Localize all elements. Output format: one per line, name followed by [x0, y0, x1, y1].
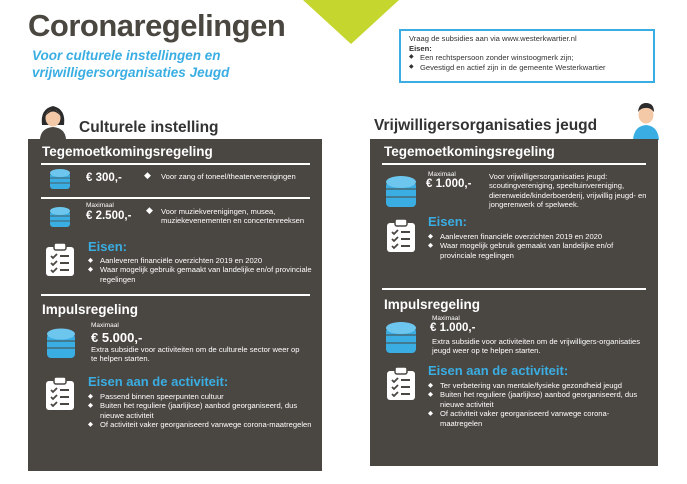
- right-eisen-heading: Eisen:: [428, 214, 468, 229]
- right-impuls-text: Extra subsidie voor activiteiten om de vrijwilligers-organisaties jeugd weer op te helpen starten.: [432, 337, 641, 356]
- separator: [382, 163, 646, 165]
- diamond-bullet-icon: ◆: [144, 170, 151, 180]
- info-req-label: Eisen:: [409, 43, 432, 53]
- list-item: ◆ Aanleveren financiële overzichten 2019 en 2020: [88, 256, 313, 265]
- info-item: ◆ Gevestigd en actief zijn in de gemeente Westerkwartier: [409, 63, 645, 73]
- coins-icon: [384, 317, 418, 355]
- left-impuls-heading: Impulsregeling: [42, 302, 139, 317]
- list-item: ◆ Passend binnen speerpunten cultuur: [88, 392, 313, 401]
- separator: [41, 294, 310, 296]
- right-eisen-list: [428, 232, 648, 260]
- coins-icon: [48, 203, 72, 229]
- diamond-bullet-icon: ◆: [146, 205, 153, 215]
- right-amount-text: Voor vrijwilligersorganisaties jeugd: scoutingvereniging, speeltuinvereniging, dierenweide/kinderboerderij, vrijwillig jeugd- en jongerenwerk of spelweek.: [489, 172, 647, 210]
- list-item: ◆ Waar mogelijk gebruik gemaakt van landelijke en/of provinciale regelingen: [88, 265, 313, 284]
- left-amount1: € 300,-: [86, 172, 122, 184]
- separator: [41, 163, 310, 165]
- left-impuls-text: Extra subsidie voor activiteiten om de culturele sector weer op te helpen starten.: [91, 345, 300, 364]
- separator: [382, 288, 646, 290]
- info-box: [399, 29, 655, 83]
- right-impuls-max: Maximaal: [432, 315, 460, 322]
- page-title: Coronaregelingen: [28, 8, 286, 43]
- left-impuls-amount: € 5.000,-: [91, 330, 143, 345]
- clipboard-checklist-icon: [386, 367, 416, 401]
- woman-avatar-icon: [39, 103, 67, 139]
- left-act-eisen-heading: Eisen aan de activiteit:: [88, 374, 229, 389]
- decorative-triangle: [303, 0, 399, 44]
- list-item: ◆ Waar mogelijk gebruik gemaakt van landelijke en/of provinciale regelingen: [428, 241, 648, 260]
- right-tegemoet-heading: Tegemoetkomingsregeling: [384, 144, 555, 159]
- left-amount2-text: Voor muziekverenigingen, musea, muziekevenementen en concertenreeksen: [161, 207, 305, 226]
- left-amount2: € 2.500,-: [86, 210, 132, 222]
- right-max-label: Maximaal: [428, 171, 456, 178]
- left-max-label: Maximaal: [86, 202, 114, 209]
- right-impuls-heading: Impulsregeling: [384, 297, 481, 312]
- right-panel: [370, 139, 658, 466]
- left-heading: Culturele instelling: [79, 119, 219, 136]
- right-act-eisen-heading: Eisen aan de activiteit:: [428, 363, 569, 378]
- left-eisen-heading: Eisen:: [88, 239, 128, 254]
- coins-icon: [45, 324, 77, 360]
- right-amount: € 1.000,-: [426, 178, 472, 190]
- right-impuls-amount: € 1.000,-: [430, 322, 476, 334]
- list-item: ◆ Buiten het reguliere (jaarlijkse) aanbod georganiseerd, dus nieuwe activiteit: [88, 401, 313, 420]
- coins-icon: [48, 165, 72, 191]
- man-avatar-icon: [632, 100, 660, 140]
- list-item: ◆ Aanleveren financiële overzichten 2019 en 2020: [428, 232, 648, 241]
- left-panel: [28, 139, 322, 471]
- list-item: ◆ Of activiteit vaker georganiseerd vanwege corona-maatregelen: [428, 409, 650, 428]
- list-item: ◆ Of activiteit vaker georganiseerd vanwege corona-maatregelen: [88, 420, 313, 429]
- left-amount1-text: Voor zang of toneel/theaterverenigingen: [161, 172, 296, 181]
- clipboard-checklist-icon: [45, 243, 75, 277]
- clipboard-checklist-icon: [386, 219, 416, 253]
- left-act-list: [88, 392, 313, 430]
- right-act-list: [428, 381, 650, 428]
- left-tegemoet-heading: Tegemoetkomingsregeling: [42, 144, 213, 159]
- list-item: ◆ Buiten het reguliere (jaarlijkse) aanbod georganiseerd, dus nieuwe activiteit: [428, 390, 650, 409]
- page-subtitle: Voor culturele instellingen en vrijwilligersorganisaties Jeugd: [32, 48, 230, 80]
- info-intro: Vraag de subsidies aan via www.westerkwartier.nl: [409, 34, 577, 43]
- right-heading: Vrijwilligersorganisaties jeugd: [374, 117, 598, 134]
- left-eisen-list: [88, 256, 313, 284]
- coins-icon: [384, 171, 418, 209]
- info-item: ◆ Een rechtspersoon zonder winstoogmerk zijn;: [409, 53, 645, 63]
- separator: [41, 197, 310, 199]
- left-impuls-max: Maximaal: [91, 322, 119, 329]
- clipboard-checklist-icon: [45, 377, 75, 411]
- list-item: ◆ Ter verbetering van mentale/fysieke gezondheid jeugd: [428, 381, 650, 390]
